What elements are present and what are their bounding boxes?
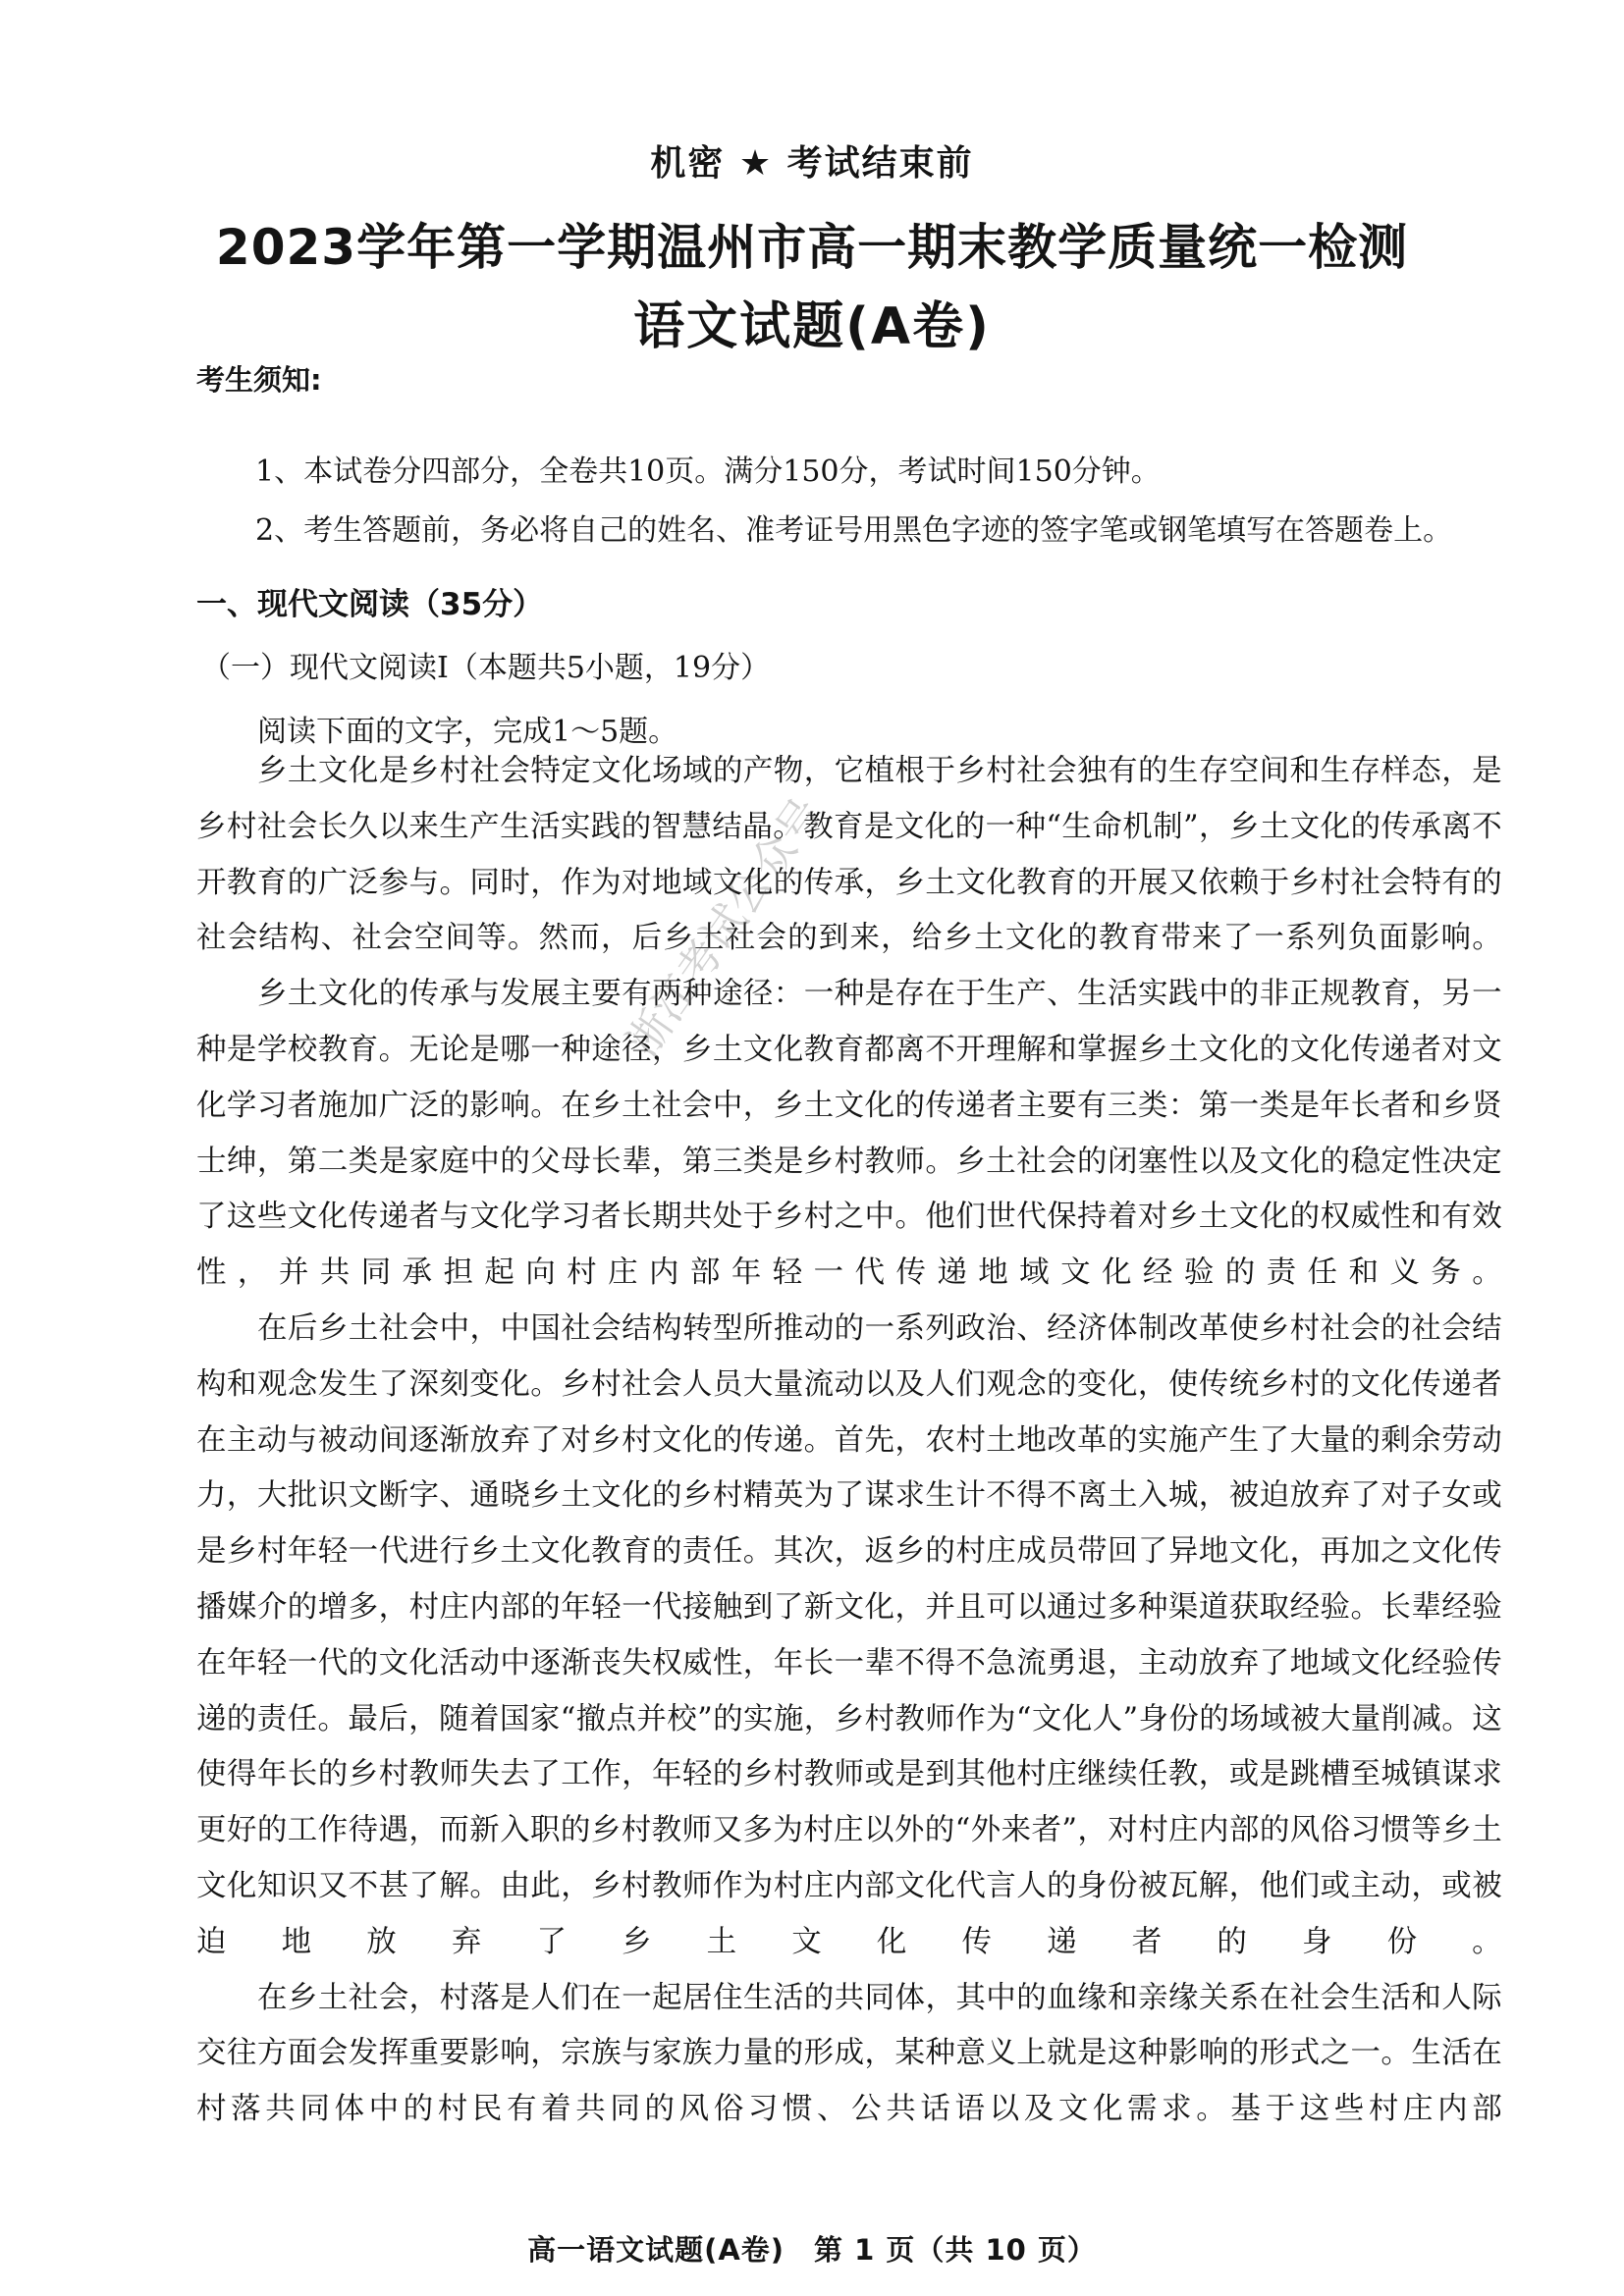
passage-paragraph-1: 乡土文化是乡村社会特定文化场域的产物，它植根于乡村社会独有的生存空间和生存样态，是乡村社会长久以来生产生活实践的智慧结晶。教育是文化的一种“生命机制”，乡土文化的传承离不开教育的广泛参与。同时，作为对地域文化的传承，乡土文化教育的开展又依赖于乡村社会特有的社会结构、社会空间等。然而，后乡土社会的到来，给乡土文化的教育带来了一系列负面影响。: [196, 754, 1502, 956]
confidential-label: 机密 ★ 考试结束前: [650, 143, 974, 184]
passage-paragraph-3: 在后乡土社会中，中国社会结构转型所推动的一系列政治、经济体制改革使乡村社会的社会结构和观念发生了深刻变化。乡村社会人员大量流动以及人们观念的变化，使传统乡村的文化传递者在主动与被动间逐渐放弃了对乡村文化的传递。首先，农村土地改革的实施产生了大量的剩余劳动力，大批识文断字、通晓乡土文化的乡村精英为了谋求生计不得不离土入城，被迫放弃了对子女或是乡村年轻一代进行乡土文化教育的责任。其次，返乡的村庄成员带回了异地文化，再加之文化传播媒介的增多，村庄内部的年轻一代接触到了新文化，并且可以通过多种渠道获取经验。长辈经验在年轻一代的文化活动中逐渐丧失权威性，年长一辈不得不急流勇退，主动放弃了地域文化经验传递的责任。最后，随着国家“撤点并校”的实施，乡村教师作为“文化人”身份的场域被大量削减。这使得年长的乡村教师失去了工作，年轻的乡村教师或是到其他村庄继续任教，或是跳槽至城镇谋求更好的工作待遇，而新入职的乡村教师又多为村庄以外的“外来者”，对村庄内部的风俗习惯等乡土文化知识又不甚了解。由此，乡村教师作为村庄内部文化代言人的身份被瓦解，他们或主动，或被迫地放弃了乡土文化传递者的身份。: [196, 1310, 1502, 1959]
passage-paragraph-4: 在乡土社会，村落是人们在一起居住生活的共同体，其中的血缘和亲缘关系在社会生活和人际交往方面会发挥重要影响，宗族与家族力量的形成，某种意义上就是这种影响的形式之一。生活在村落共同体中的村民有着共同的风俗习惯、公共话语以及文化需求。基于这些村庄内部: [196, 1980, 1502, 2127]
exam-title: 2023学年第一学期温州市高一期末教学质量统一检测: [215, 219, 1409, 276]
reading-instruction: 阅读下面的文字，完成1～5题。: [257, 715, 678, 749]
exam-subtitle: 语文试题(A卷): [633, 297, 991, 356]
page-footer: 高一语文试题(A卷) 第 1 页（共 10 页）: [527, 2233, 1097, 2267]
passage-paragraph-2: 乡土文化的传承与发展主要有两种途径：一种是存在于生产、生活实践中的非正规教育，另一种是学校教育。无论是哪一种途径，乡土文化教育都离不开理解和掌握乡土文化的文化传递者对文化学习者施加广泛的影响。在乡土社会中，乡土文化的传递者主要有三类：第一类是年长者和乡贤士绅，第二类是家庭中的父母长辈，第三类是乡村教师。乡土社会的闭塞性以及文化的稳定性决定了这些文化传递者与文化学习者长期共处于乡村之中。他们世代保持着对乡土文化的权威性和有效性，并共同承担起向村庄内部年轻一代传递地域文化经验的责任和义务。: [196, 977, 1502, 1291]
section-heading: 一、现代文阅读（35分）: [196, 587, 544, 622]
section-subheading: （一）现代文阅读Ⅰ（本题共5小题，19分）: [201, 651, 771, 685]
notice-item-1: 1、本试卷分四部分，全卷共10页。满分150分，考试时间150分钟。: [255, 454, 1161, 489]
reading-passage: [196, 744, 1502, 2138]
notice-item-2: 2、考生答题前，务必将自己的姓名、准考证号用黑色字迹的签字笔或钢笔填写在答题卷上。: [255, 513, 1453, 548]
watermark: 浙江考试公众号: [618, 789, 833, 1066]
notice-heading: 考生须知:: [196, 363, 322, 397]
